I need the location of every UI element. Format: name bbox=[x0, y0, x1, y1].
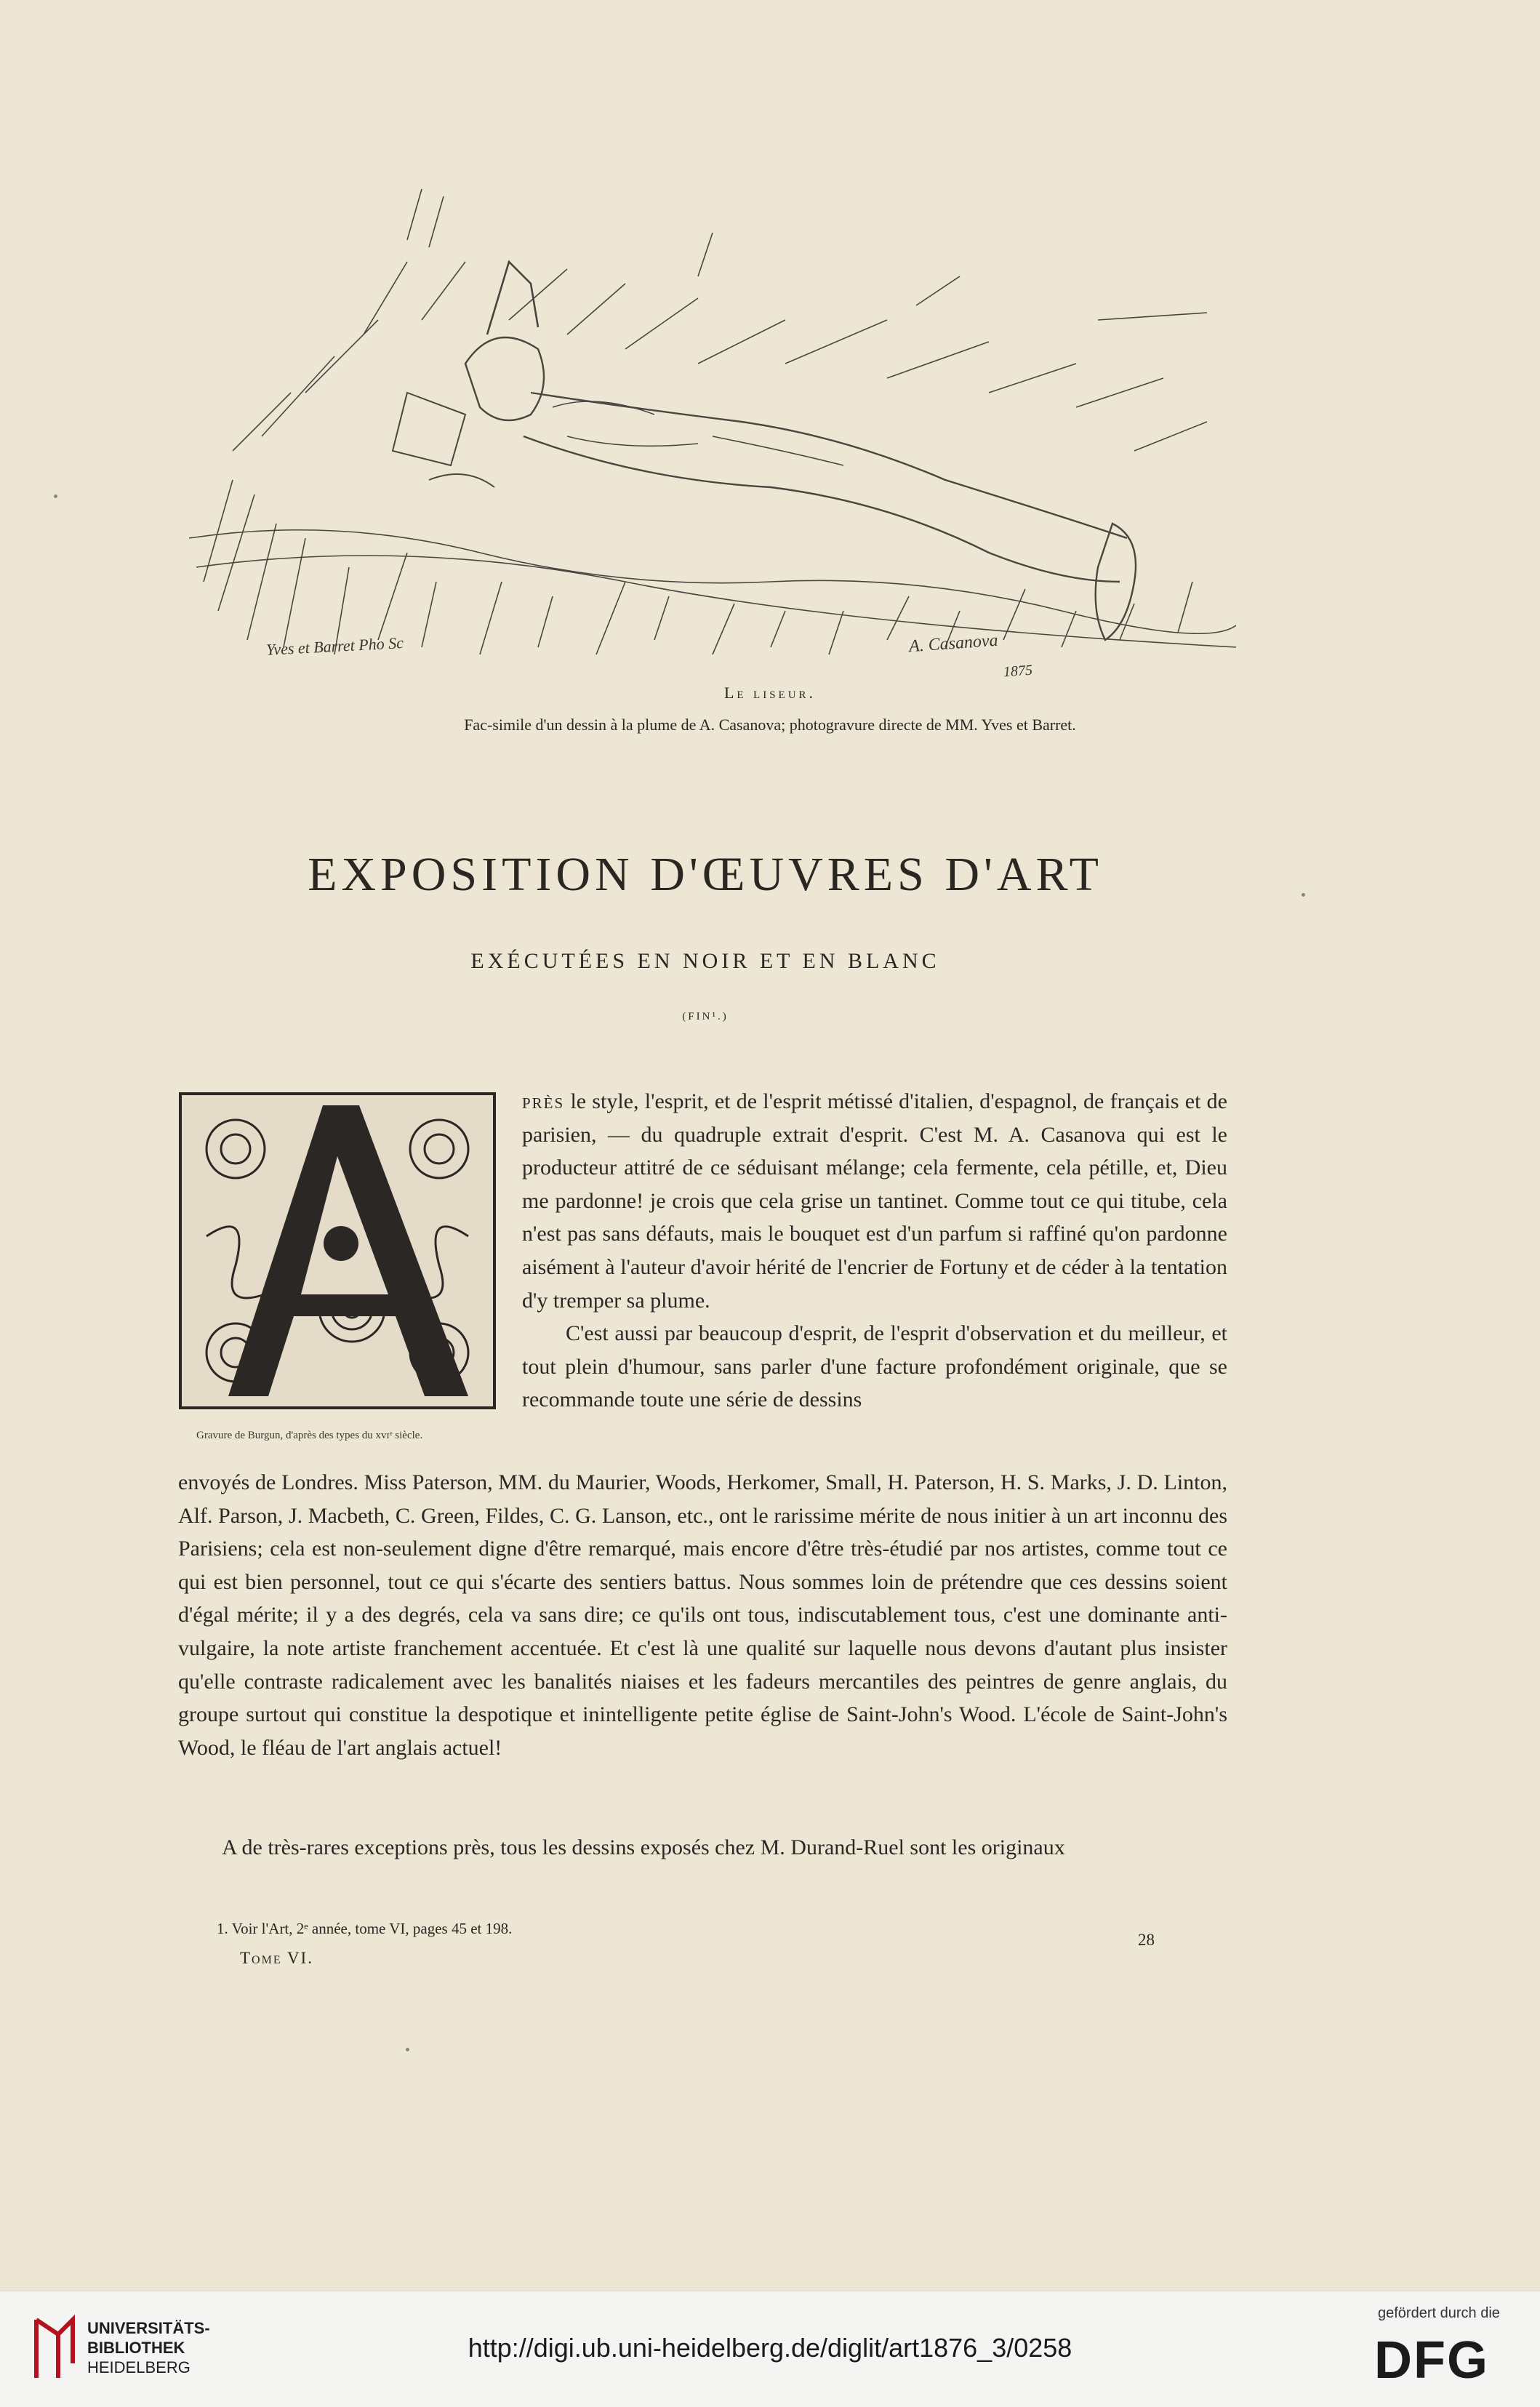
article-title: EXPOSITION D'ŒUVRES D'ART bbox=[308, 848, 1103, 901]
paper-speck bbox=[406, 2048, 409, 2051]
ornamental-initial-a bbox=[177, 1091, 497, 1411]
illustration-caption: Fac-simile d'un dessin à la plume de A. Casanova; photogravure directe de MM. Yves et Barret. bbox=[464, 716, 1076, 734]
library-line-2: BIBLIOTHEK bbox=[87, 2339, 185, 2357]
artist-signature-year: 1875 bbox=[1003, 662, 1033, 681]
paper-speck bbox=[1302, 893, 1305, 897]
library-line-1: UNIVERSITÄTS- bbox=[87, 2319, 210, 2337]
paragraph-3-text: A de très-rares exceptions près, tous les dessins exposés chez M. Durand-Ruel sont les originaux bbox=[222, 1835, 1065, 1859]
initial-caption: Gravure de Burgun, d'après des types du xvɪᵉ siècle. bbox=[196, 1430, 423, 1441]
engraver-signature: Yves et Barret Pho Sc bbox=[265, 633, 404, 659]
paper-speck bbox=[54, 494, 57, 498]
dfg-logo[interactable]: DFG bbox=[1374, 2331, 1489, 2390]
sponsor-label: gefördert durch die bbox=[1378, 2305, 1500, 2321]
illustration-le-liseur bbox=[189, 175, 1236, 684]
artist-signature: A. Casanova bbox=[908, 630, 999, 657]
paragraph-2-continued: envoyés de Londres. Miss Paterson, MM. du Maurier, Woods, Herkomer, Small, H. Paterson, H. S. Marks, J. D. Linton, Alf. Parson, J. Macbeth, C. Green, Fildes, C. G. Lanson, etc., ont le rarissime mérite de nous initier à un art inconnu des Parisiens; cela est non-seulement digne d'être remarqué, mais encore d'être très-étudié par nos artistes, comme tout ce qui est bien personnel, tout ce qui s'écarte des sentiers battus. Nous sommes loin de prétendre que ces dessins soient d'égal mérite; il y a des degrés, cela va sans dire; ce qu'ils ont tous, indiscutablement tous, c'est une dominante anti-vulgaire, la note artiste franchement accentuée. Et c'est là une qualité sur laquelle nous devons d'autant plus insister qu'elle contraste radicalement avec les banalités niaises et les fadeurs mercantiles des peintres de genre anglais, du groupe surtout qui constitue la despotique et inintelligente petite église de Saint-John's Wood. L'école de Saint-John's Wood, le fléau de l'art anglais actuel! bbox=[178, 1470, 1227, 1760]
lead-word: près bbox=[522, 1089, 565, 1113]
paragraph-2-start: C'est aussi par beaucoup d'esprit, de l'esprit d'observation et du meilleur, et tout plein d'humour, sans parler d'une facture profondément originale, que se recommande toute une série de dessins bbox=[522, 1321, 1227, 1412]
article-subtitle: EXÉCUTÉES EN NOIR ET EN BLANC bbox=[470, 949, 940, 973]
tome-label: Tome VI. bbox=[240, 1949, 313, 1967]
paragraph-3 bbox=[178, 1831, 1227, 1865]
footnote: 1. Voir l'Art, 2ᵉ année, tome VI, pages 45 et 198. bbox=[217, 1920, 513, 1937]
library-line-3: HEIDELBERG bbox=[87, 2358, 191, 2376]
fin-note: (FIN¹.) bbox=[682, 1011, 729, 1022]
paragraph-1-text: le style, l'esprit, et de l'esprit métissé d'italien, d'espagnol, de français et de parisien, — du quadruple extrait d'esprit. C'est M. A. Casanova qui est le producteur attitré de ce séduisant mélange; cela fermente, cela pétille, et, Dieu me pardonne! je crois que cela grise un tantinet. Comme tout ce qui titube, cela n'est pas sans défauts, mais le bouquet est d'un parfum si raffiné qu'on pardonne aisément à l'auteur d'avoir hérité de l'encrier de Fortuny et de céder à la tentation d'y tremper sa plume. bbox=[522, 1089, 1227, 1313]
illustration-caption-title: Le liseur. bbox=[723, 684, 817, 702]
permalink-url[interactable]: http://digi.ub.uni-heidelberg.de/diglit/art1876_3/0258 bbox=[468, 2333, 1072, 2363]
paragraph-intro bbox=[522, 1085, 1227, 1417]
page-number: 28 bbox=[1138, 1931, 1155, 1949]
